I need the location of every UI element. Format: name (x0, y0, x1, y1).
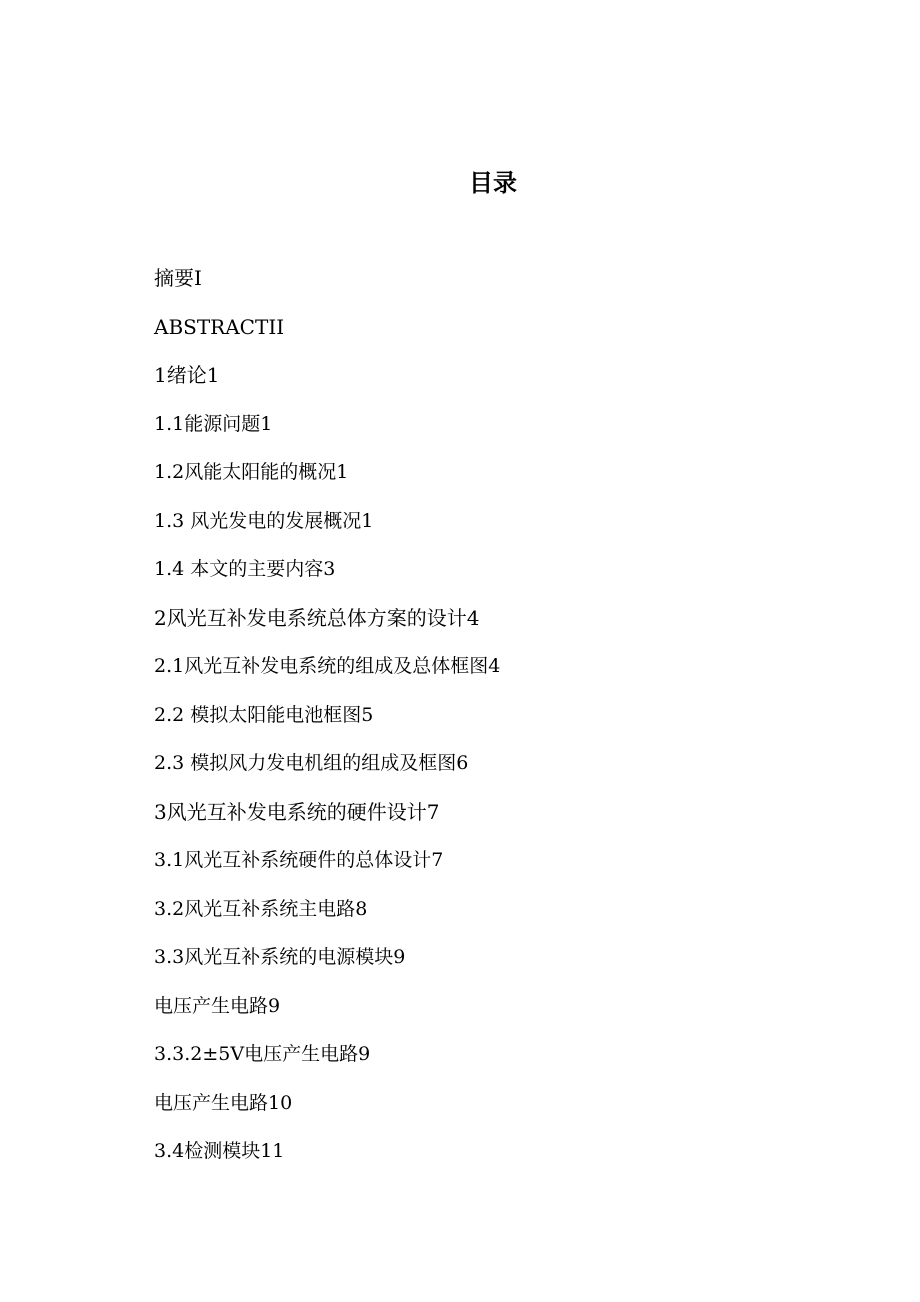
toc-entry[interactable]: 2.2 模拟太阳能电池框图5 (154, 703, 374, 726)
toc-entry[interactable]: 1.1能源问题1 (154, 412, 273, 435)
toc-entry[interactable]: 3.4检测模块11 (154, 1140, 285, 1162)
toc-entry[interactable]: 电压产生电路9 (154, 994, 281, 1017)
toc-list (154, 260, 500, 1182)
toc-entry[interactable]: 2.1风光互补发电系统的组成及总体框图4 (154, 655, 501, 677)
toc-entry[interactable]: 3风光互补发电系统的硬件设计7 (154, 799, 440, 824)
toc-entry[interactable]: 3.2风光互补系统主电路8 (154, 897, 368, 920)
toc-entry[interactable]: 3.3.2±5V电压产生电路9 (154, 1043, 371, 1065)
toc-entry[interactable]: 1.3 风光发电的发展概况1 (154, 509, 374, 532)
toc-entry[interactable]: 1绪论1 (154, 363, 220, 387)
toc-title: 目录 (469, 169, 517, 197)
toc-entry[interactable]: 2.3 模拟风力发电机组的组成及框图6 (154, 752, 469, 774)
toc-entry[interactable]: 摘要I (154, 266, 202, 290)
toc-entry[interactable]: 3.3风光互补系统的电源模块9 (154, 946, 406, 968)
toc-entry[interactable]: 3.1风光互补系统硬件的总体设计7 (154, 849, 444, 871)
toc-entry[interactable]: 电压产生电路10 (154, 1091, 293, 1114)
toc-entry[interactable]: 2风光互补发电系统总体方案的设计4 (154, 605, 480, 630)
toc-entry[interactable]: ABSTRACTII (154, 314, 285, 339)
toc-entry[interactable]: 1.4 本文的主要内容3 (154, 558, 336, 580)
toc-entry[interactable]: 1.2风能太阳能的概况1 (154, 461, 349, 483)
